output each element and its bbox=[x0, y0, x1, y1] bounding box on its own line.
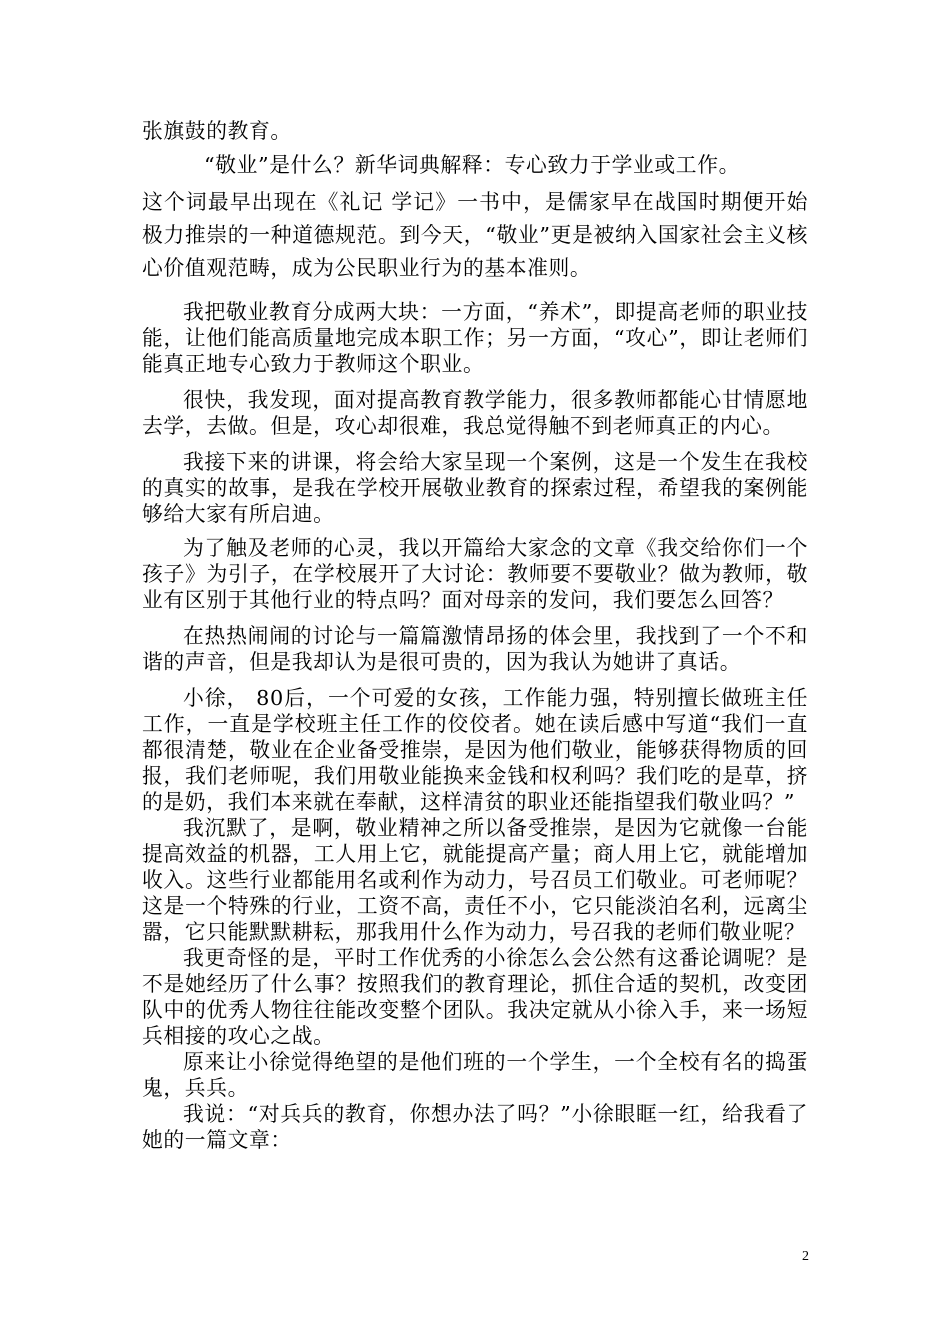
paragraph-1: 张旗鼓的教育。 bbox=[142, 119, 292, 143]
paragraph-3: 这个词最早出现在《礼记 学记》一书中，是儒家早在战国时期便开始极力推崇的一种道德规范。到今天，“敬业”更是被纳入国家社会主义核心价值观范畴，成为公民职业行为的基本准则。 bbox=[142, 190, 808, 280]
paragraph-8: 在热热闹闹的讨论与一篇篇激情昂扬的体会里，我找到了一个不和谐的声音，但是我却认为是很可贵的，因为我认为她讲了真话。 bbox=[142, 624, 808, 674]
paragraph-4: 我把敬业教育分成两大块：一方面，“养术”，即提高老师的职业技能，让他们能高质量地完成本职工作；另一方面，“攻心”，即让老师们能真正地专心致力于教师这个职业。 bbox=[142, 300, 808, 376]
paragraph-13: 我说：“对兵兵的教育，你想办法了吗？”小徐眼眶一红，给我看了她的一篇文章： bbox=[142, 1102, 808, 1152]
body-text bbox=[142, 118, 808, 1153]
page-number: 2 bbox=[802, 1249, 809, 1264]
paragraph-9: 小徐， 80后，一个可爱的女孩，工作能力强，特别擅长做班主任工作，一直是学校班主任工作的佼佼者。她在读后感中写道“我们一直都很清楚，敬业在企业备受推崇，是因为他们敬业，能够获得物质的回报，我们老师呢，我们用敬业能换来金钱和权利吗？我们吃的是草，挤的是奶，我们本来就在奉献，这样清贫的职业还能指望我们敬业吗？” bbox=[142, 686, 808, 814]
paragraph-5: 很快，我发现，面对提高教育教学能力，很多教师都能心甘情愿地去学，去做。但是，攻心却很难，我总觉得触不到老师真正的内心。 bbox=[142, 388, 808, 438]
paragraph-2: “敬业”是什么？新华词典解释：专心致力于学业或工作。 bbox=[204, 153, 740, 177]
paragraph-6: 我接下来的讲课，将会给大家呈现一个案例，这是一个发生在我校的真实的故事，是我在学校开展敬业教育的探索过程，希望我的案例能够给大家有所启迪。 bbox=[142, 450, 808, 526]
paragraph-10: 我沉默了，是啊，敬业精神之所以备受推崇，是因为它就像一台能提高效益的机器，工人用上它，就能提高产量；商人用上它，就能增加收入。这些行业都能用名或利作为动力，号召员工们敬业。可老师呢？这是一个特殊的行业，工资不高，责任不小，它只能淡泊名利，远离尘嚣，它只能默默耕耘，那我用什么作为动力，号召我的老师们敬业呢？ bbox=[142, 816, 808, 944]
paragraph-11: 我更奇怪的是，平时工作优秀的小徐怎么会公然有这番论调呢？是不是她经历了什么事？按照我们的教育理论，抓住合适的契机，改变团队中的优秀人物往往能改变整个团队。我决定就从小徐入手，来一场短兵相接的攻心之战。 bbox=[142, 946, 808, 1048]
paragraph-7: 为了触及老师的心灵，我以开篇给大家念的文章《我交给你们一个孩子》为引子，在学校展开了大讨论：教师要不要敬业？做为教师，敬业有区别于其他行业的特点吗？面对母亲的发问，我们要怎么回答？ bbox=[142, 536, 808, 612]
paragraph-12: 原来让小徐觉得绝望的是他们班的一个学生，一个全校有名的捣蛋鬼，兵兵。 bbox=[142, 1050, 808, 1100]
